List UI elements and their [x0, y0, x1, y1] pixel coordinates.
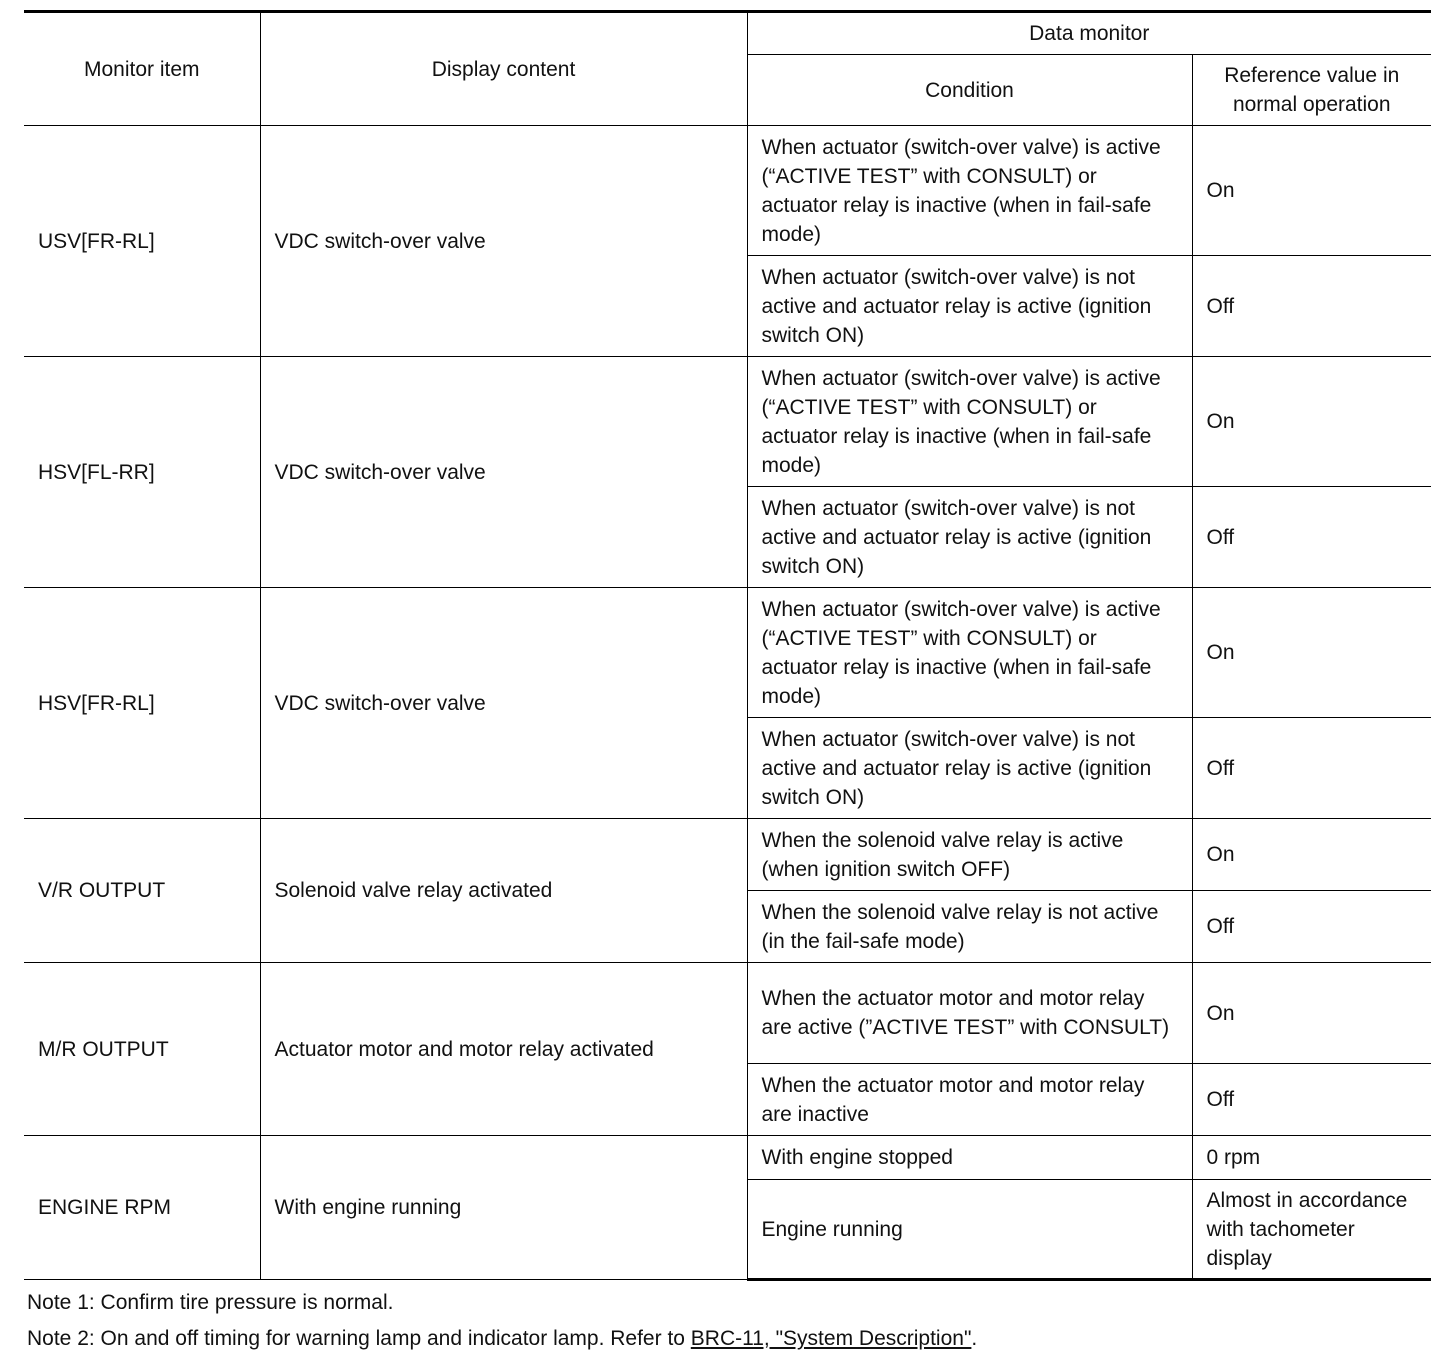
reference-value-cell: On	[1192, 357, 1431, 487]
table-row	[24, 126, 1431, 256]
display-content-cell: VDC switch-over valve	[260, 126, 747, 357]
header-reference-value: Reference value in normal operation	[1192, 55, 1431, 126]
condition-cell: When the solenoid valve relay is not active (in the fail-safe mode)	[747, 891, 1192, 963]
reference-value-cell: On	[1192, 126, 1431, 256]
monitor-item-cell: V/R OUTPUT	[24, 819, 260, 963]
display-content-cell: Actuator motor and motor relay activated	[260, 963, 747, 1136]
condition-cell: When the solenoid valve relay is active (when ignition switch OFF)	[747, 819, 1192, 891]
display-content-cell: VDC switch-over valve	[260, 357, 747, 588]
reference-value-cell: On	[1192, 588, 1431, 718]
header-data-monitor: Data monitor	[747, 12, 1431, 55]
condition-cell: Engine running	[747, 1180, 1192, 1280]
condition-cell: When actuator (switch-over valve) is not active and actuator relay is active (ignition switch ON)	[747, 487, 1192, 588]
note-2	[27, 1324, 1427, 1360]
header-display-content: Display content	[260, 12, 747, 126]
table-row	[24, 1136, 1431, 1180]
display-content-cell: VDC switch-over valve	[260, 588, 747, 819]
table-row	[24, 588, 1431, 718]
reference-value-cell: Almost in accordance with tachometer display	[1192, 1180, 1431, 1280]
data-monitor-table	[24, 10, 1431, 1281]
table-row	[24, 819, 1431, 891]
condition-cell: When actuator (switch-over valve) is active (“ACTIVE TEST” with CONSULT) or actuator relay is inactive (when in fail-safe mode)	[747, 588, 1192, 718]
condition-cell: When the actuator motor and motor relay are active (”ACTIVE TEST” with CONSULT)	[747, 963, 1192, 1064]
reference-value-cell: Off	[1192, 256, 1431, 357]
reference-value-cell: 0 rpm	[1192, 1136, 1431, 1180]
reference-value-cell: Off	[1192, 487, 1431, 588]
condition-cell: When actuator (switch-over valve) is active (“ACTIVE TEST” with CONSULT) or actuator relay is inactive (when in fail-safe mode)	[747, 357, 1192, 487]
reference-link[interactable]: BRC-11, "System Description"	[690, 1327, 972, 1350]
notes	[27, 1288, 1427, 1360]
monitor-item-cell: HSV[FL-RR]	[24, 357, 260, 588]
monitor-item-cell: USV[FR-RL]	[24, 126, 260, 357]
reference-value-cell: On	[1192, 963, 1431, 1064]
monitor-item-cell: HSV[FR-RL]	[24, 588, 260, 819]
monitor-item-cell: M/R OUTPUT	[24, 963, 260, 1136]
reference-value-cell: Off	[1192, 718, 1431, 819]
condition-cell: When actuator (switch-over valve) is not active and actuator relay is active (ignition switch ON)	[747, 718, 1192, 819]
display-content-cell: Solenoid valve relay activated	[260, 819, 747, 963]
display-content-cell: With engine running	[260, 1136, 747, 1280]
header-condition: Condition	[747, 55, 1192, 126]
condition-cell: When actuator (switch-over valve) is active (“ACTIVE TEST” with CONSULT) or actuator relay is inactive (when in fail-safe mode)	[747, 126, 1192, 256]
note-2-suffix: .	[971, 1327, 978, 1350]
condition-cell: When the actuator motor and motor relay are inactive	[747, 1064, 1192, 1136]
table-row	[24, 357, 1431, 487]
header-monitor-item: Monitor item	[24, 12, 260, 126]
note-1: Note 1: Confirm tire pressure is normal.	[27, 1291, 394, 1314]
table-body	[24, 126, 1431, 1280]
condition-cell: With engine stopped	[747, 1136, 1192, 1180]
table-row	[24, 963, 1431, 1064]
reference-value-cell: Off	[1192, 1064, 1431, 1136]
reference-value-cell: On	[1192, 819, 1431, 891]
monitor-item-cell: ENGINE RPM	[24, 1136, 260, 1280]
note-2-text: Note 2: On and off timing for warning lamp and indicator lamp. Refer to	[27, 1327, 691, 1350]
condition-cell: When actuator (switch-over valve) is not active and actuator relay is active (ignition switch ON)	[747, 256, 1192, 357]
reference-value-cell: Off	[1192, 891, 1431, 963]
